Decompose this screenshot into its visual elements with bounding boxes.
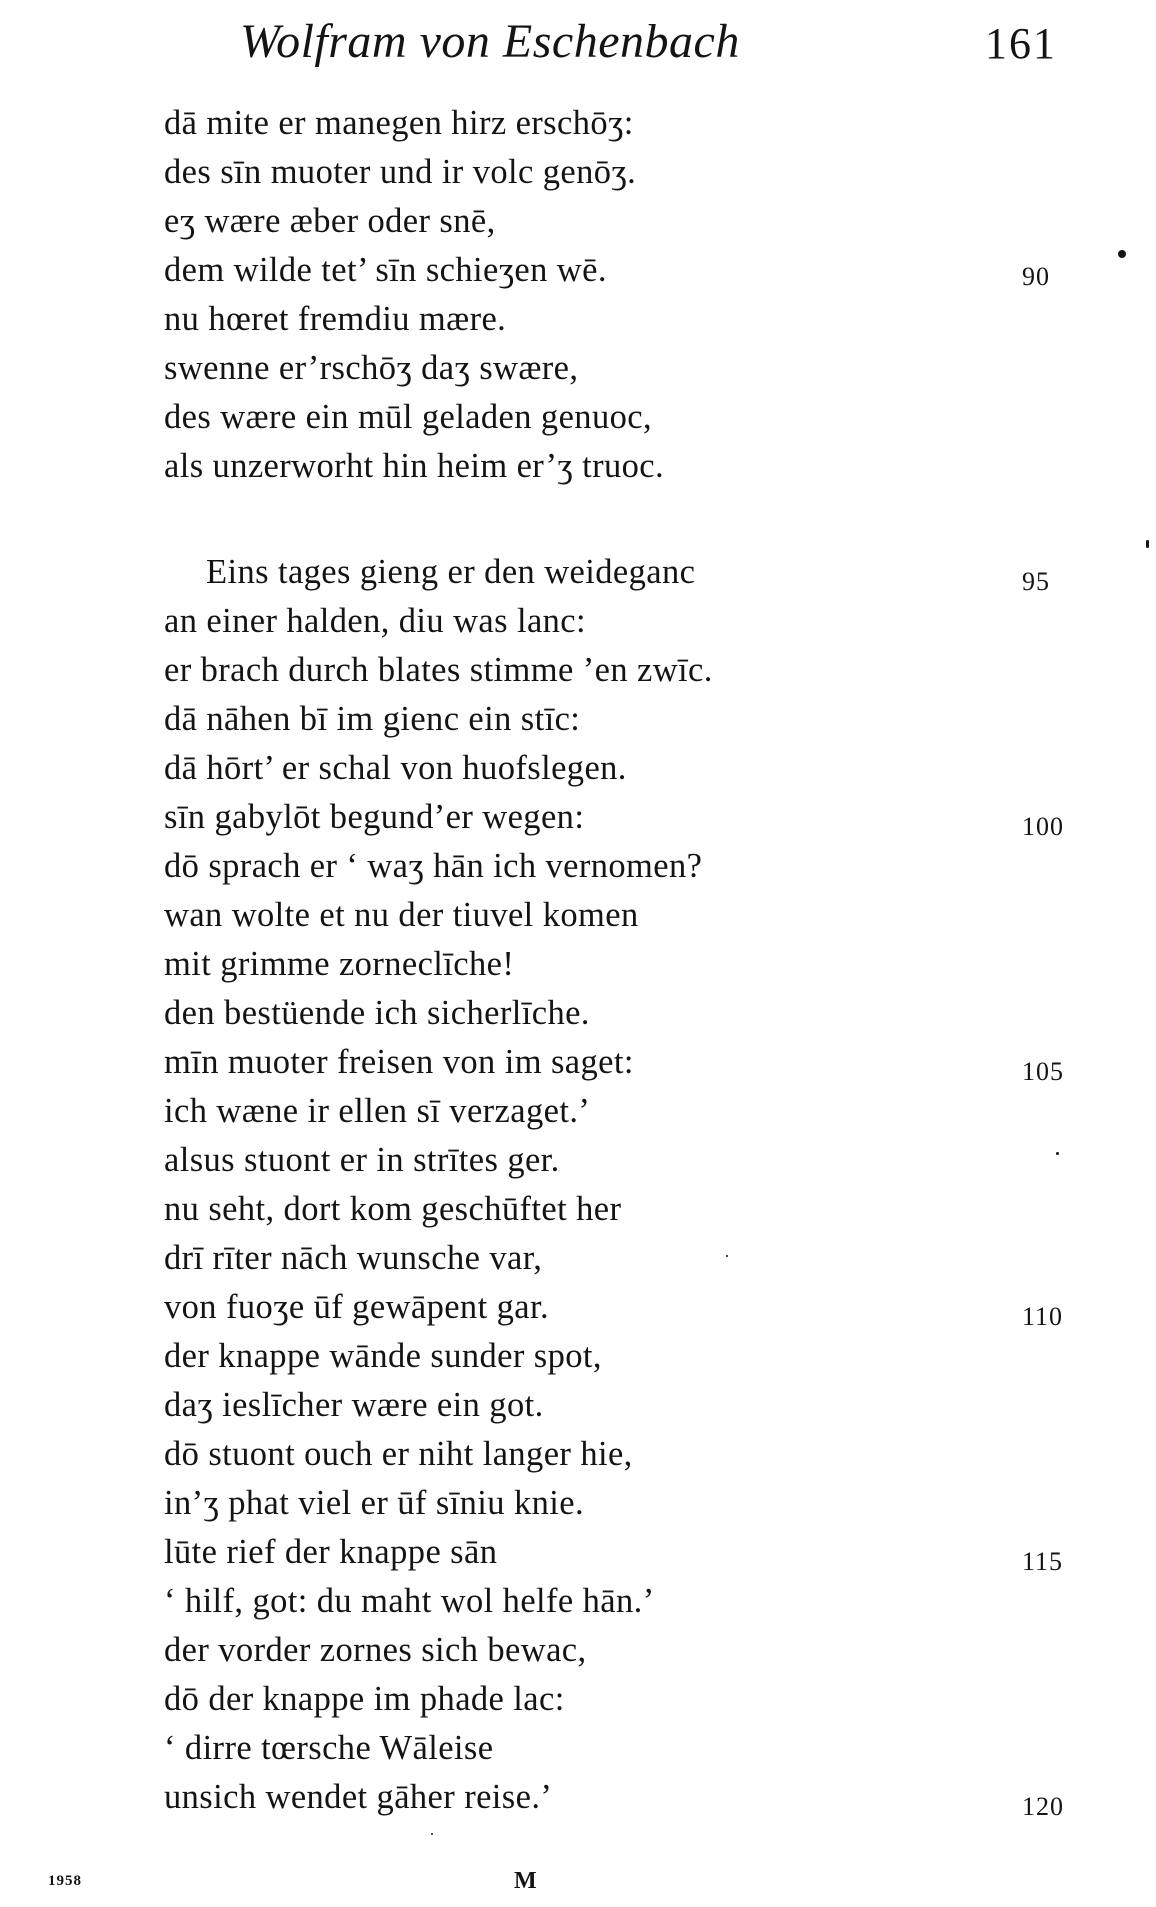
verse-line: den bestüende ich sicherlīche. <box>164 994 590 1032</box>
verse-line: er brach durch blates stimme ’en zwīc. <box>164 651 713 689</box>
verse-line: unsich wendet gāher reise.’ <box>164 1778 553 1816</box>
verse-line: mīn muoter freisen von im saget: <box>164 1043 634 1081</box>
verse-line: dem wilde tet’ sīn schieʒen wē. <box>164 251 607 289</box>
verse-line: dā hōrt’ er schal von huofslegen. <box>164 749 627 787</box>
verse-line: an einer halden, diu was lanc: <box>164 602 587 640</box>
verse-line: dō sprach er ‘ waʒ hān ich vernomen? <box>164 847 703 885</box>
verse-line: dō stuont ouch er niht langer hie, <box>164 1435 633 1473</box>
verse-line: ‘ dirre tœrsche Wāleise <box>164 1729 494 1767</box>
verse-line: swenne er’rschōʒ daʒ swære, <box>164 349 579 387</box>
signature-letter: M <box>514 1868 537 1894</box>
verse-line: eʒ wære æber oder snē, <box>164 202 496 240</box>
line-number: 95 <box>1022 567 1050 596</box>
ink-speck <box>1118 250 1126 258</box>
line-number: 90 <box>1022 262 1050 291</box>
verse-line: der knappe wānde sunder spot, <box>164 1337 602 1375</box>
ink-speck <box>726 1255 728 1257</box>
line-number: 110 <box>1022 1302 1064 1331</box>
verse-line: sīn gabylōt begund’er wegen: <box>164 798 585 836</box>
verse-line: als unzerworht hin heim er’ʒ truoc. <box>164 447 665 485</box>
line-number: 120 <box>1022 1792 1064 1821</box>
line-number: 105 <box>1022 1057 1064 1086</box>
verse-line: in’ʒ phat viel er ūf sīniu knie. <box>164 1484 584 1522</box>
verse-line: dā mite er manegen hirz erschōʒ: <box>164 104 634 142</box>
verse-line: alsus stuont er in strītes ger. <box>164 1141 560 1179</box>
line-number: 100 <box>1022 812 1064 841</box>
verse-line: wan wolte et nu der tiuvel komen <box>164 896 639 934</box>
signature-number: 1958 <box>48 1873 82 1889</box>
running-title: Wolfram von Eschenbach <box>240 15 740 68</box>
ink-speck <box>1146 540 1149 548</box>
verse-line: des sīn muoter und ir volc genōʒ. <box>164 153 637 191</box>
verse-line: mit grimme zorneclīche! <box>164 945 515 983</box>
verse-line: dā nāhen bī im gienc ein stīc: <box>164 700 581 738</box>
ink-speck <box>431 1833 433 1835</box>
verse-line: ich wæne ir ellen sī verzaget.’ <box>164 1092 591 1130</box>
verse-line: der vorder zornes sich bewac, <box>164 1631 587 1669</box>
verse-line: drī rīter nāch wunsche var, <box>164 1239 543 1277</box>
verse-line: ‘ hilf, got: du maht wol helfe hān.’ <box>164 1582 655 1620</box>
ink-speck <box>1056 1152 1059 1155</box>
verse-line: nu hœret fremdiu mære. <box>164 300 507 338</box>
verse-line: des wære ein mūl geladen genuoc, <box>164 398 652 436</box>
verse-line: lūte rief der knappe sān <box>164 1533 498 1571</box>
verse-line: Eins tages gieng er den weideganc <box>206 553 696 591</box>
page-number: 161 <box>985 19 1057 68</box>
verse-line: daʒ ieslīcher wære ein got. <box>164 1386 544 1424</box>
verse-line: dō der knappe im phade lac: <box>164 1680 565 1718</box>
line-number: 115 <box>1022 1547 1064 1576</box>
verse-line: nu seht, dort kom geschūftet her <box>164 1190 622 1228</box>
verse-line: von fuoʒe ūf gewāpent gar. <box>164 1288 549 1326</box>
